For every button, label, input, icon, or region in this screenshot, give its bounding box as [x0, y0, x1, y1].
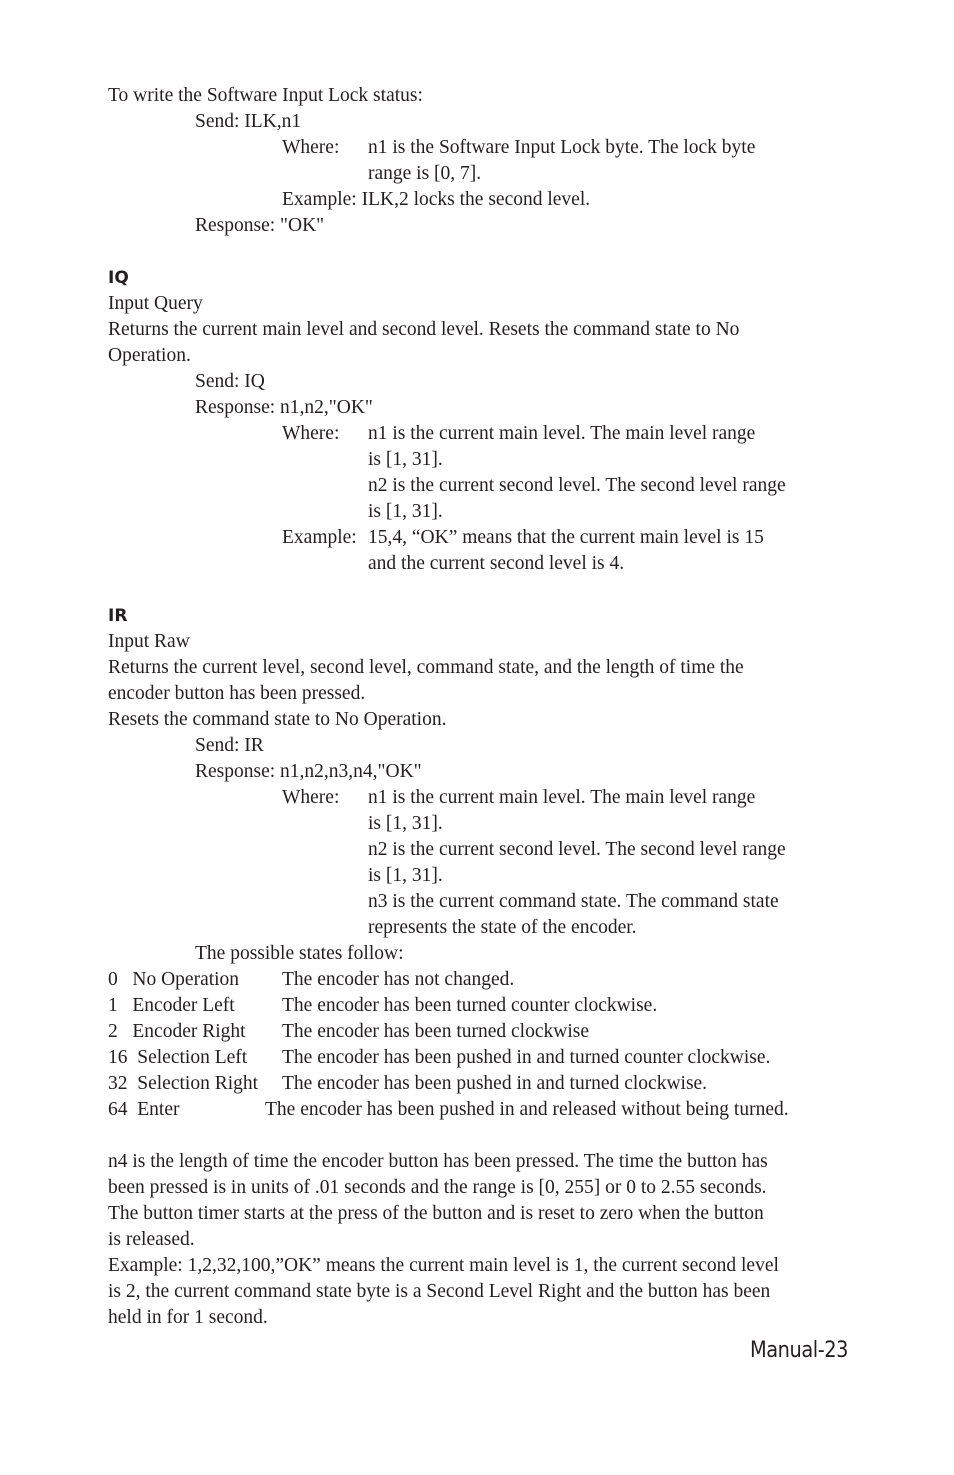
iq-send: Send: IQ	[195, 371, 265, 392]
state-label: 16 Selection Left	[108, 1047, 248, 1068]
ir-desc-line: encoder button has been pressed.	[108, 683, 366, 704]
state-desc: The encoder has been pushed in and released without being turned.	[265, 1099, 789, 1120]
iq-where-label: Where:	[282, 423, 340, 444]
n4-line: is 2, the current command state byte is a Second Level Right and the button has been	[108, 1281, 771, 1302]
ilk-response: Response: "OK"	[195, 215, 325, 236]
state-desc: The encoder has been pushed in and turned clockwise.	[282, 1073, 708, 1094]
ir-where-line: is [1, 31].	[368, 865, 443, 886]
page-number: Manual-23	[750, 1338, 849, 1363]
iq-desc-line: Operation.	[108, 345, 191, 366]
iq-example-line: and the current second level is 4.	[368, 553, 625, 574]
ir-where-label: Where:	[282, 787, 340, 808]
ilk-where-line: n1 is the Software Input Lock byte. The lock byte	[368, 137, 756, 158]
iq-where-line: is [1, 31].	[368, 501, 443, 522]
ilk-where-label: Where:	[282, 137, 340, 158]
state-desc: The encoder has been pushed in and turned counter clockwise.	[282, 1047, 771, 1068]
ilk-example: Example: ILK,2 locks the second level.	[282, 189, 591, 210]
ir-heading: IR	[108, 606, 128, 626]
n4-line: held in for 1 second.	[108, 1307, 268, 1328]
n4-line: been pressed is in units of .01 seconds and the range is [0, 255] or 0 to 2.55 seconds.	[108, 1177, 767, 1198]
ilk-where-line: range is [0, 7].	[368, 163, 482, 184]
n4-line: is released.	[108, 1229, 195, 1250]
state-label: 32 Selection Right	[108, 1073, 259, 1094]
ir-where-line: is [1, 31].	[368, 813, 443, 834]
ir-where-line: n1 is the current main level. The main level range	[368, 787, 756, 808]
ir-desc-line: Resets the command state to No Operation.	[108, 709, 447, 730]
ir-desc-line: Returns the current level, second level, command state, and the length of time the	[108, 657, 744, 678]
n4-line: Example: 1,2,32,100,”OK” means the current main level is 1, the current second level	[108, 1255, 779, 1276]
iq-where-line: n1 is the current main level. The main level range	[368, 423, 756, 444]
n4-line: n4 is the length of time the encoder button has been pressed. The time the button has	[108, 1151, 768, 1172]
ir-send: Send: IR	[195, 735, 264, 756]
ir-name: Input Raw	[108, 631, 190, 652]
iq-name: Input Query	[108, 293, 203, 314]
state-desc: The encoder has not changed.	[282, 969, 515, 990]
n4-line: The button timer starts at the press of the button and is reset to zero when the button	[108, 1203, 764, 1224]
iq-where-line: is [1, 31].	[368, 449, 443, 470]
state-label: 1 Encoder Left	[108, 995, 235, 1016]
iq-heading: IQ	[108, 268, 129, 288]
iq-example-label: Example:	[282, 527, 357, 548]
state-desc: The encoder has been turned counter clockwise.	[282, 995, 658, 1016]
ilk-intro: To write the Software Input Lock status:	[108, 85, 423, 106]
iq-response: Response: n1,n2,"OK"	[195, 397, 373, 418]
ir-where-line: represents the state of the encoder.	[368, 917, 637, 938]
state-label: 0 No Operation	[108, 969, 240, 990]
ilk-send: Send: ILK,n1	[195, 111, 302, 132]
state-desc: The encoder has been turned clockwise	[282, 1021, 589, 1042]
state-label: 2 Encoder Right	[108, 1021, 246, 1042]
ir-where-line: n2 is the current second level. The second level range	[368, 839, 786, 860]
iq-where-line: n2 is the current second level. The second level range	[368, 475, 786, 496]
iq-desc-line: Returns the current main level and second level. Resets the command state to No	[108, 319, 740, 340]
ir-response: Response: n1,n2,n3,n4,"OK"	[195, 761, 422, 782]
iq-example-line: 15,4, “OK” means that the current main level is 15	[368, 527, 764, 548]
ir-where-line: n3 is the current command state. The command state	[368, 891, 779, 912]
state-label: 64 Enter	[108, 1099, 180, 1120]
ir-states-intro: The possible states follow:	[195, 943, 404, 964]
